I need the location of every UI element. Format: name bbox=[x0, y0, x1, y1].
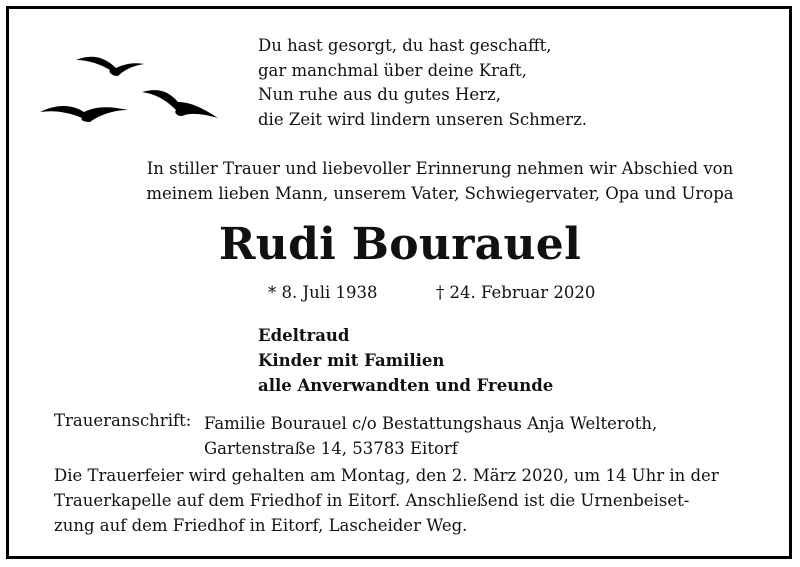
mourner: Kinder mit Familien bbox=[258, 351, 445, 370]
birth-date: * 8. Juli 1938 bbox=[268, 283, 378, 302]
poem-line: Nun ruhe aus du gutes Herz, bbox=[258, 85, 501, 104]
poem-line: Du hast gesorgt, du hast geschafft, bbox=[258, 36, 552, 55]
ceremony-info bbox=[54, 463, 744, 538]
poem bbox=[258, 34, 587, 132]
poem-line: die Zeit wird lindern unseren Schmerz. bbox=[258, 109, 588, 129]
mourner: alle Anverwandten und Freunde bbox=[258, 376, 554, 395]
address-line: Gartenstraße 14, 53783 Eitorf bbox=[204, 439, 458, 458]
address bbox=[204, 411, 657, 461]
intro-text bbox=[120, 156, 760, 206]
mourner: Edeltraud bbox=[258, 326, 350, 345]
intro-line: meinem lieben Mann, unserem Vater, Schwiegervater, Opa und Uropa bbox=[146, 184, 734, 203]
poem-line: gar manchmal über deine Kraft, bbox=[258, 60, 527, 80]
death-date: † 24. Februar 2020 bbox=[436, 283, 596, 302]
mourners-list bbox=[258, 323, 553, 398]
ceremony-line: Trauerkapelle auf dem Friedhof in Eitorf. Anschließend ist die Urnenbeiset- bbox=[54, 491, 690, 510]
ceremony-line: Die Trauerfeier wird gehalten am Montag, den 2. März 2020, um 14 Uhr in der bbox=[54, 466, 719, 485]
birds-icon bbox=[38, 48, 238, 138]
deceased-name: Rudi Bourauel bbox=[218, 219, 582, 270]
address-line: Familie Bourauel c/o Bestattungshaus Anja Welteroth, bbox=[204, 414, 658, 433]
intro-line: In stiller Trauer und liebevoller Erinnerung nehmen wir Abschied von bbox=[146, 159, 734, 178]
ceremony-line: zung auf dem Friedhof in Eitorf, Lascheider Weg. bbox=[54, 516, 468, 535]
address-label: Traueranschrift: bbox=[54, 411, 192, 430]
